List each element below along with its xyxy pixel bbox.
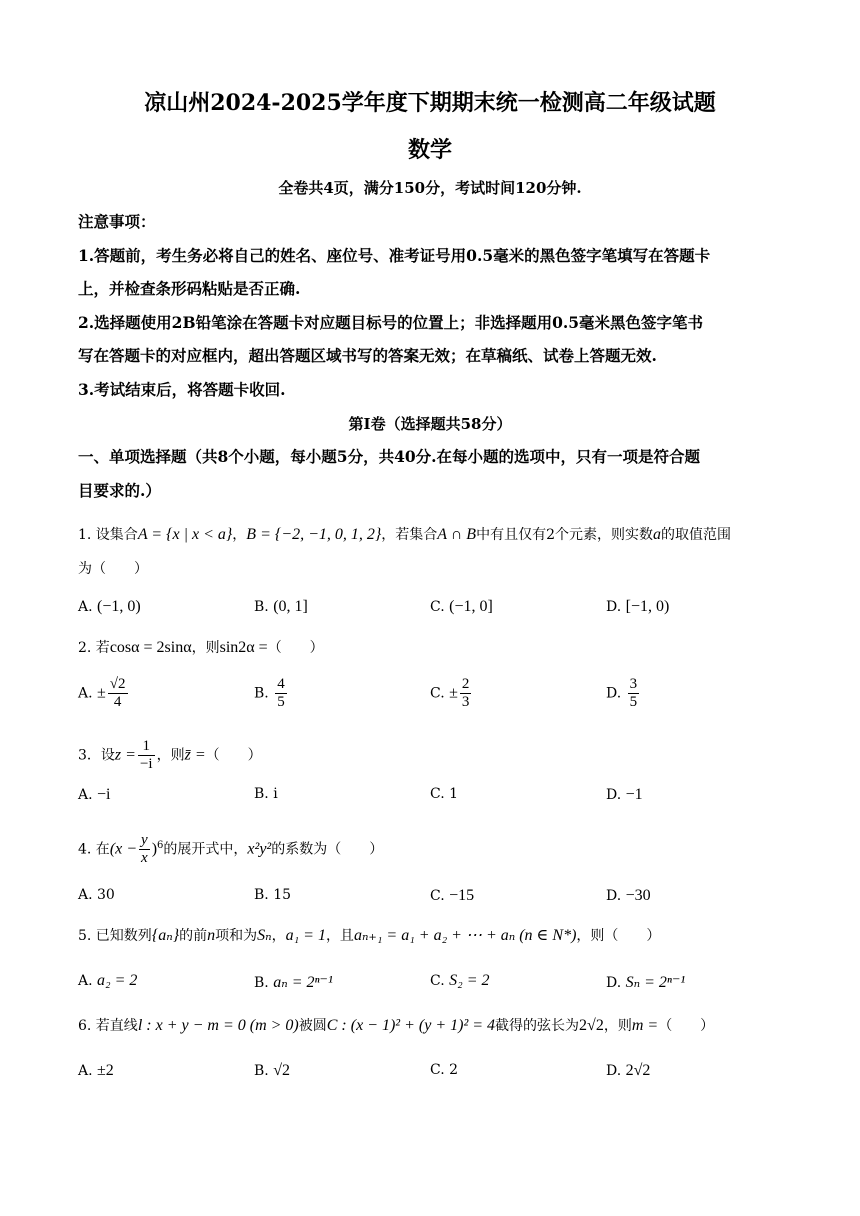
q4-option-a[interactable]: A. 30 [78,887,115,903]
option-value: 2√2 [625,1062,651,1079]
q2-option-b[interactable] [254,676,289,711]
fraction-denominator: 5 [277,694,285,710]
q5-text-4: ，则（ ） [576,928,661,944]
q6-text-1: 被圆 [298,1018,327,1034]
q5-text-2: 项和为 [215,928,258,944]
q4-option-d[interactable] [606,887,651,905]
question-2 [78,638,784,658]
option-label: C. [430,888,445,904]
q5-a1: a₁ = 1 [285,927,326,944]
option-value: a₂ = 2 [97,972,138,989]
fraction-denominator: 3 [461,694,470,710]
q5-seq: {aₙ} [151,927,180,944]
q4-option-b[interactable]: B. 15 [254,887,292,903]
q5-option-d[interactable] [606,972,685,992]
q2-expr: sin2α = [219,639,268,656]
q4-term: x²y² [247,840,272,858]
q5-text-1: 的前 [179,928,208,944]
exam-info: 全卷共4页，满分150分，考试时间120分钟. [278,179,582,197]
q1-option-b[interactable] [254,598,308,616]
q4-expr-pre: (x − [109,840,138,858]
q2-option-a[interactable] [78,676,130,711]
q2-option-d[interactable] [606,676,641,711]
option-label: B. [254,685,269,702]
option-label: B. [254,975,269,991]
option-prefix: ± [97,684,106,702]
q5-recurrence: aₙ₊₁ = a₁ + a₂ + ⋯ + aₙ (n ∈ N*) [353,927,577,944]
option-label: D. [606,1063,622,1079]
q6-text-3: ，则 [603,1018,632,1034]
option-label: A. [78,1063,93,1079]
q1-option-c[interactable] [430,598,493,616]
q1-intersection: A ∩ B [437,526,477,543]
q4-option-c[interactable] [430,887,474,905]
q5-option-c[interactable] [430,972,489,990]
q1-text-2: 中有且仅有2个元素，则实数 [476,527,653,543]
option-value: [−1, 0) [625,598,670,615]
q6-paren: （ ） [658,1018,715,1034]
q3-paren: （ ） [205,747,262,764]
fraction-denominator: −i [139,756,153,772]
notice-item-1-line-1: 1.答题前，考生务必将自己的姓名、座位号、准考证号用0.5毫米的黑色签字笔填写在答题卡 [78,246,711,265]
q4-text-2: 的系数为（ ） [271,841,384,858]
q3-option-d[interactable] [606,786,643,804]
q6-option-c[interactable]: C. 2 [430,1062,459,1078]
q1-set-a: A = {x | x < a} [137,526,233,543]
question-1-line-2: 为（ ） [78,561,148,577]
section-heading-line-2: 目要求的.） [78,481,161,500]
option-label: B. [254,1063,269,1079]
question-6 [78,1016,784,1036]
fraction-denominator: 5 [629,694,638,710]
option-label: C. [430,786,445,802]
q4-text-1: 的展开式中， [163,841,248,858]
q2-paren: （ ） [267,640,324,656]
q3-option-a[interactable] [78,786,110,804]
q5-sep: ， [271,928,286,944]
q2-condition: cosα = 2sinα [109,639,192,656]
option-prefix: ± [449,684,458,702]
option-label: B. [254,786,269,802]
q3-text: ，则 [156,747,185,764]
notice-heading: 注意事项： [78,212,156,231]
fraction-numerator: √2 [109,676,126,692]
q6-text-2: 截得的弦长为 [495,1018,580,1034]
option-value: ±2 [97,1062,114,1079]
exam-title: 凉山州2024-2025学年度下期期末统一检测高二年级试题 [144,90,716,116]
part1-title: 第Ⅰ卷（选择题共58分） [348,415,512,433]
fraction-numerator: 4 [277,676,285,692]
option-label: A. [78,599,93,615]
fraction-numerator: 3 [629,676,638,692]
q4-expr-post: ) [151,840,158,858]
q6-line-eq: l : x + y − m = 0 (m > 0) [137,1017,299,1034]
q4-power: 6 [157,839,164,851]
q1-option-a[interactable] [78,598,141,616]
q6-option-d[interactable] [606,1062,650,1080]
notice-item-1-line-2: 上，并检查条形码粘贴是否正确. [78,279,301,298]
q1-sep: ， [232,527,247,543]
option-label: C. [430,973,445,989]
fraction-denominator: 4 [113,694,122,710]
option-fraction [460,676,472,711]
q1-set-b: B = {−2, −1, 0, 1, 2} [246,526,382,543]
option-label: A. [78,685,93,702]
q3-option-c[interactable] [430,786,458,802]
q2-number: 2. 若 [78,640,110,656]
option-value: S₂ = 2 [449,972,490,989]
q1-text-3: 的取值范围 [661,527,731,543]
option-label: D. [606,975,622,991]
q6-chord: 2√2 [579,1017,604,1034]
q6-circle-eq: C : (x − 1)² + (y + 1)² = 4 [326,1017,496,1034]
q1-var: a [653,526,661,543]
section-heading-line-1: 一、单项选择题（共8个小题，每小题5分，共40分.在每小题的选项中，只有一项是符合题 [78,447,701,466]
option-value: (−1, 0) [97,598,141,615]
q3-lhs: z = [114,746,136,764]
option-value: −1 [625,786,643,803]
q2-option-c[interactable] [430,676,473,711]
q5-option-a[interactable] [78,972,137,990]
option-value: aₙ = 2ⁿ⁻¹ [273,974,333,991]
option-label: A. [78,973,93,989]
notice-item-2-line-2: 写在答题卡的对应框内，超出答题区域书写的答案无效；在草稿纸、试卷上答题无效. [78,346,657,365]
q5-n: n [207,927,216,944]
option-value: 1 [449,786,459,802]
q6-number: 6. 若直线 [78,1018,138,1034]
option-fraction [275,676,287,711]
q5-option-b[interactable] [254,972,333,992]
option-fraction [628,676,640,711]
q6-m: m = [631,1017,659,1034]
option-value: −30 [625,887,651,904]
subject-title: 数学 [407,137,452,163]
q4-fraction [139,832,150,867]
option-value: Sₙ = 2ⁿ⁻¹ [625,974,686,991]
question-3 [78,738,784,773]
option-label: A. [78,787,93,803]
q1-number: 1. 设集合 [78,527,138,543]
option-label: C. [430,599,445,615]
q3-number: 3．设 [78,747,115,764]
q2-text: ，则 [191,640,220,656]
fraction-numerator: 1 [138,738,155,756]
notice-item-2-line-1: 2.选择题使用2B铅笔涂在答题卡对应题目标号的位置上；非选择题用0.5毫米黑色签字笔书 [78,313,704,332]
q6-option-a[interactable] [78,1062,114,1080]
option-value: (−1, 0] [449,598,493,615]
option-value: √2 [273,1062,290,1079]
q6-option-b[interactable] [254,1062,290,1080]
q1-option-d[interactable] [606,598,669,616]
q1-text-1: ，若集合 [381,527,438,543]
option-label: D. [606,888,622,904]
fraction-numerator: y [141,832,148,848]
q5-text-3: ，且 [325,928,354,944]
q3-expr: z̄ = [184,746,206,764]
q3-fraction [138,738,155,773]
fraction-numerator: 2 [461,676,470,692]
option-label: D. [606,685,622,702]
fraction-denominator: x [141,850,148,866]
option-value: −i [97,786,111,803]
option-label: C. [430,685,445,702]
option-value: i [273,786,278,802]
option-label: D. [606,787,622,803]
notice-item-3: 3.考试结束后，将答题卡收回. [78,380,286,399]
question-1-line-1 [78,525,784,545]
option-label: B. [254,599,269,615]
q4-number: 4. 在 [78,841,110,858]
option-fraction [108,676,128,711]
q5-sn: Sₙ [257,927,272,944]
option-label: D. [606,599,622,615]
question-5 [78,926,784,946]
q3-option-b[interactable] [254,786,278,802]
question-4 [78,832,784,867]
option-value: −15 [449,887,475,904]
option-value: (0, 1] [273,598,308,615]
q5-number: 5. 已知数列 [78,928,152,944]
